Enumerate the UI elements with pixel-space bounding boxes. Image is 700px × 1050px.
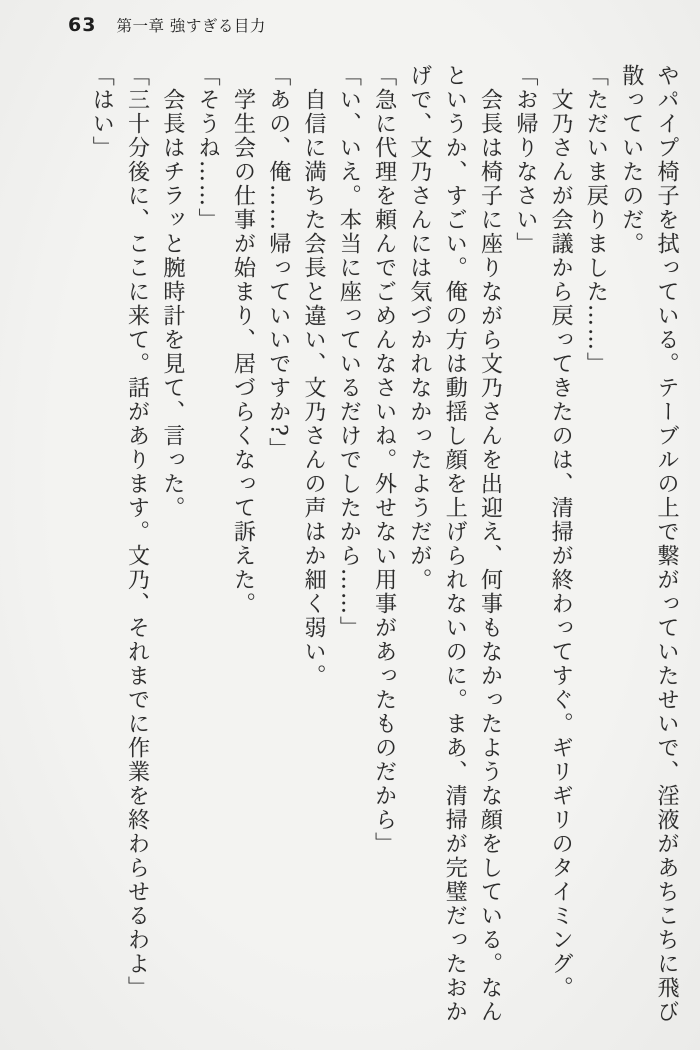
page-number: 63 [68, 14, 97, 36]
text-line: 「ただいま戻りました……」 [583, 64, 609, 376]
chapter-title: 第一章 強すぎる目力 [116, 17, 266, 35]
text-line: というか、すごい。俺の方は動揺し顔を上げられないのに。まあ、清掃が完璧だったおか [442, 64, 468, 1024]
text-line: 学生会の仕事が始まり、居づらくなって訴えた。 [230, 88, 256, 616]
text-line: 会長は椅子に座りながら文乃さんを出迎え、何事もなかったような顔をしている。なん [477, 88, 503, 1024]
text-line: 「あの、俺……帰っていいですか?」 [265, 64, 291, 462]
vertical-text-body [84, 64, 684, 1039]
text-line: 「お帰りなさい」 [512, 64, 538, 256]
text-line: やパイプ椅子を拭っている。テーブルの上で繋がっていたせいで、淫液があちこちに飛び [654, 64, 679, 1024]
text-line: 「そうね……」 [195, 64, 221, 232]
text-line: 「三十分後に、ここに来て。話があります。文乃、それまでに作業を終わらせるわよ」 [124, 64, 150, 1000]
text-line: 「急に代理を頼んでごめんなさいね。外せない用事があったものだから」 [371, 64, 397, 856]
text-line: 自信に満ちた会長と違い、文乃さんの声はか細く弱い。 [301, 88, 327, 688]
text-line: げで、文乃さんには気づかれなかったようだが。 [406, 64, 432, 592]
text-line: 「い、いえ。本当に座っているだけでしたから……」 [336, 64, 362, 640]
text-line: 散っていたのだ。 [618, 64, 644, 256]
text-line: 「はい」 [89, 64, 115, 160]
running-head [68, 14, 266, 36]
text-line: 文乃さんが会議から戻ってきたのは、清掃が終わってすぐ。ギリギリのタイミング。 [548, 88, 574, 1000]
text-line: 会長はチラッと腕時計を見て、言った。 [159, 88, 185, 520]
